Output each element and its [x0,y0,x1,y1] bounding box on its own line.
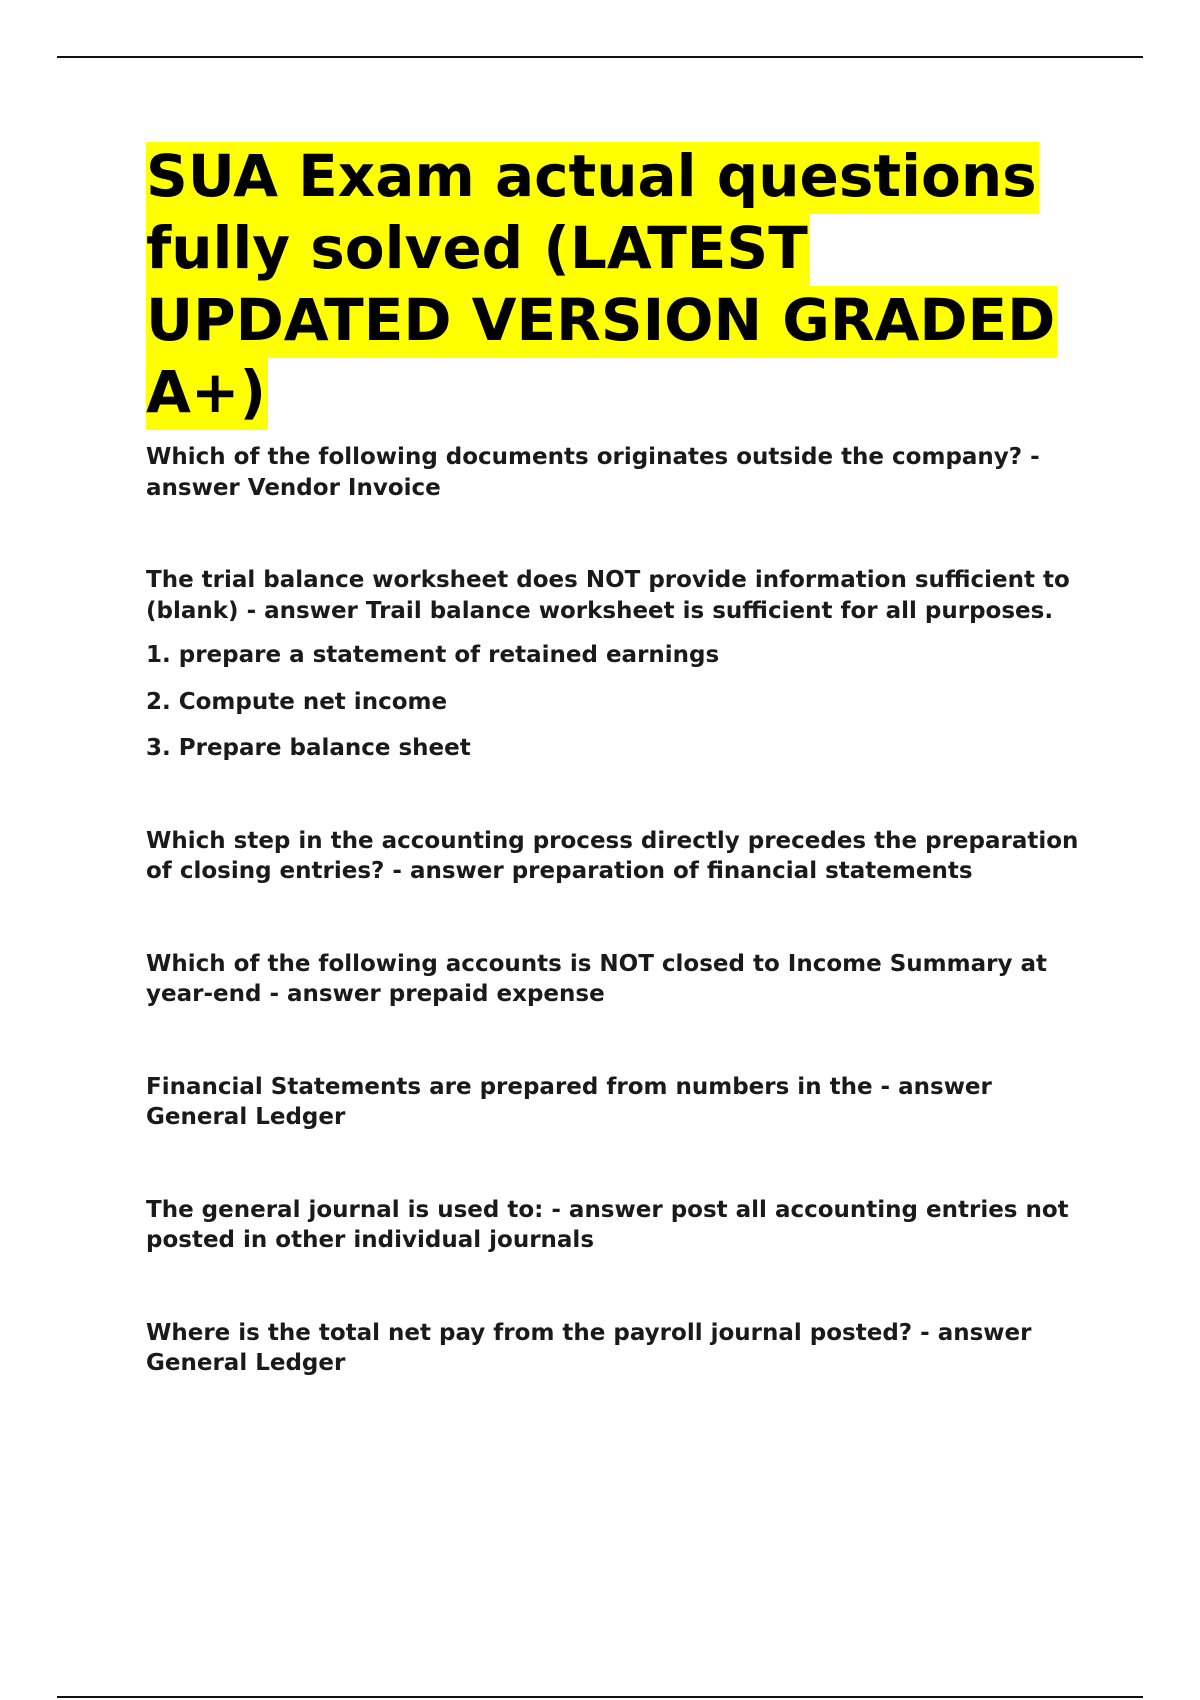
qa-entry [146,1195,1096,1256]
qa-text: Which step in the accounting process directly precedes the preparation of closing entries? - answer preparation of financial statements [146,827,1079,884]
qa-list [146,442,1096,1379]
header-rule [57,56,1143,58]
title-highlight: SUA Exam actual questions fully solved (LATEST UPDATED VERSION GRADED A+) [146,142,1057,430]
qa-entry [146,1318,1096,1379]
qa-text: Where is the total net pay from the payroll journal posted? - answer General Ledger [146,1319,1032,1376]
footer-rule [57,1696,1143,1698]
qa-entry [146,565,1096,764]
qa-entry [146,1072,1096,1133]
qa-text: The trial balance worksheet does NOT provide information sufficient to (blank) - answer Trail balance worksheet is sufficient for all purposes. [146,567,1070,624]
qa-entry [146,949,1096,1010]
qa-list-item: 2. Compute net income [146,688,448,715]
qa-entry [146,442,1096,503]
qa-text: Which of the following accounts is NOT closed to Income Summary at year-end - answer prepaid expense [146,950,1047,1007]
qa-text: Financial Statements are prepared from numbers in the - answer General Ledger [146,1073,992,1130]
qa-text: Which of the following documents originates outside the company? - answer Vendor Invoice [146,444,1040,501]
qa-text: The general journal is used to: - answer post all accounting entries not posted in other individual journals [146,1196,1069,1253]
document-title [146,140,1096,428]
qa-entry [146,826,1096,887]
document-body [146,140,1096,1441]
qa-list-item: 3. Prepare balance sheet [146,735,471,761]
qa-list-item: 1. prepare a statement of retained earnings [146,642,720,668]
